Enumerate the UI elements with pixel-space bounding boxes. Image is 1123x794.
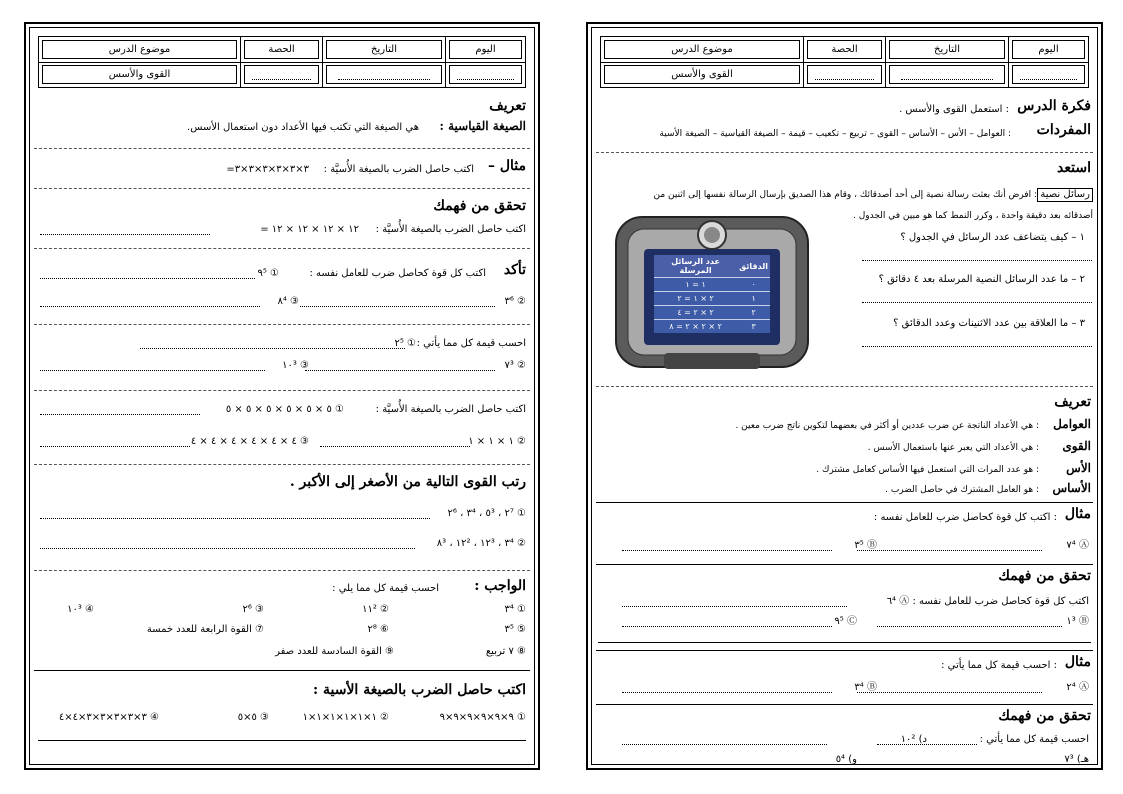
write-item-1: ① ٩×٩×٩×٩×٩×٩ xyxy=(439,712,526,723)
check2-instruction: احسب قيمة كل مما يأتي : xyxy=(979,734,1089,745)
homework-item-3: ③ ٢⁶ xyxy=(242,604,264,615)
homework-item-1: ① ٣⁴ xyxy=(504,604,526,615)
answer-line[interactable] xyxy=(40,306,260,307)
example1-instruction: : اكتب كل قوة كحاصل ضرب للعامل نفسه : xyxy=(873,512,1057,523)
factors-definition: : هي الأعداد الناتجة عن ضرب عددين أو أكثر في بعضهما لتكوين ناتج ضرب معين . xyxy=(735,421,1039,431)
phone-illustration xyxy=(614,213,810,373)
divider xyxy=(34,464,530,465)
answer-line[interactable] xyxy=(857,550,1042,551)
evaluate-item-2: ② ٧³ xyxy=(504,360,526,371)
answer-line[interactable] xyxy=(305,370,495,371)
example2-heading: مثال xyxy=(1064,654,1091,670)
divider xyxy=(596,650,1093,651)
answer-line[interactable] xyxy=(622,692,832,693)
answer-line[interactable] xyxy=(877,744,977,745)
powers-term: القوى xyxy=(1062,439,1091,453)
answer-line[interactable] xyxy=(622,626,832,627)
table-row: ١ ٢ × ١ = ٢ xyxy=(654,292,770,306)
answer-line[interactable] xyxy=(40,278,255,279)
answer-line[interactable] xyxy=(877,764,1062,765)
get-ready-heading: استعد xyxy=(1057,160,1091,176)
divider xyxy=(596,502,1093,503)
lesson-idea-text: : استعمل القوى والأسس . xyxy=(899,104,1009,115)
example1-heading: مثال xyxy=(1064,506,1091,522)
period-blank[interactable] xyxy=(244,65,319,84)
answer-line[interactable] xyxy=(862,302,1092,303)
day-blank[interactable] xyxy=(449,65,522,84)
confirm-item-3: ③ ٨⁴ xyxy=(277,296,299,307)
exponent-item-1: ① ٥ × ٥ × ٥ × ٥ × ٥ × ٥ xyxy=(225,404,344,415)
question-1: ١ – كيف يتضاعف عدد الرسائل في الجدول ؟ xyxy=(900,232,1085,243)
homework-item-5: ⑤ ٣⁵ xyxy=(504,624,526,635)
confirm-heading: تأكد xyxy=(503,262,526,278)
evaluate-item-1: ① ٢⁵ xyxy=(394,338,416,349)
write-item-4: ④ ٣×٣×٣×٣×٣×٤×٤ xyxy=(58,712,159,723)
right-page-inner-border xyxy=(591,27,1098,765)
exponent-instruction: اكتب حاصل الضرب بالصيغة الأُسيَّة : xyxy=(375,404,526,415)
answer-line[interactable] xyxy=(862,346,1092,347)
write-item-3: ③ ٥×٥ xyxy=(237,712,269,723)
table-row: ٢ ٢ × ٢ = ٤ xyxy=(654,306,770,320)
divider xyxy=(34,248,530,249)
homework-heading: الواجب : xyxy=(474,578,526,594)
evaluate-item-3: ③ ١٠³ xyxy=(282,360,309,371)
day-blank[interactable] xyxy=(1012,65,1085,84)
answer-line[interactable] xyxy=(622,764,832,765)
divider xyxy=(34,188,530,189)
table-header-minutes: الدقائق xyxy=(737,255,770,278)
answer-line[interactable] xyxy=(300,306,495,307)
homework-item-6: ⑥ ٢⁸ xyxy=(367,624,389,635)
powers-definition: : هي الأعداد التي يعبر عنها باستعمال الأسس . xyxy=(867,443,1039,453)
confirm-instruction: اكتب كل قوة كحاصل ضرب للعامل نفسه : xyxy=(309,268,486,279)
check2-item-h: هـ) ٧³ xyxy=(1064,754,1089,765)
standard-form-term: الصيغة القياسية : xyxy=(439,119,526,133)
table-row: ٠ ١ = ١ xyxy=(654,278,770,292)
exponent-term: الأس xyxy=(1066,461,1091,475)
right-worksheet-page xyxy=(586,22,1103,770)
check-understanding-heading: تحقق من فهمك xyxy=(433,198,526,214)
definition-heading: تعريف xyxy=(489,98,526,114)
example-heading: مثال – xyxy=(487,158,526,174)
date-blank[interactable] xyxy=(889,65,1005,84)
ordering-heading: رتب القوى التالية من الأصغر إلى الأكبر . xyxy=(289,474,526,490)
divider xyxy=(596,564,1093,565)
answer-line[interactable] xyxy=(877,626,1062,627)
divider xyxy=(34,570,530,571)
write-exponent-heading: اكتب حاصل الضرب بالصيغة الأسية : xyxy=(312,682,526,698)
period-blank[interactable] xyxy=(807,65,882,84)
text-messages-box: رسائل نصية xyxy=(1037,188,1093,202)
check-instruction: اكتب حاصل الضرب بالصيغة الأُسيَّة : xyxy=(375,224,526,235)
factors-term: العوامل xyxy=(1053,417,1091,431)
definition-heading: تعريف xyxy=(1054,394,1091,410)
left-page-inner-border xyxy=(29,27,535,765)
left-header-table xyxy=(38,36,526,88)
table-header-messages: عدد الرسائل المرسلة xyxy=(654,255,737,278)
answer-line[interactable] xyxy=(862,260,1092,261)
divider xyxy=(596,386,1093,387)
table-row: ٣ ٢ × ٢ × ٢ = ٨ xyxy=(654,320,770,334)
example2-item-b: Ⓑ ٣⁴ xyxy=(854,682,877,693)
get-ready-text-line2: أصدقائه بعد دقيقة واحدة ، وكرر النمط كما هو مبين في الجدول . xyxy=(852,211,1093,221)
ordering-item-1: ① ٢⁷ ، ٥³ ، ٣⁴ ، ٢⁶ xyxy=(447,508,526,519)
lesson-idea-heading: فكرة الدرس xyxy=(1017,98,1091,114)
confirm-item-1: ① ٩⁵ xyxy=(257,268,279,279)
divider xyxy=(34,390,530,391)
left-worksheet-page xyxy=(24,22,540,770)
homework-item-8: ⑧ ٧ تربيع xyxy=(485,646,526,657)
write-item-2: ② ١×١×١×١×١×١ xyxy=(302,712,389,723)
check2-heading: تحقق من فهمك xyxy=(998,708,1091,724)
date-label: التاريخ xyxy=(889,40,1005,59)
check1-heading: تحقق من فهمك xyxy=(998,568,1091,584)
answer-line[interactable] xyxy=(622,744,827,745)
lesson-title: القوى والأسس xyxy=(604,65,800,84)
answer-line[interactable] xyxy=(40,234,210,235)
check2-item-d: د) ١٠² xyxy=(900,734,927,745)
exponent-item-3: ③ ٤ × ٤ × ٤ × ٤ × ٤ × ٤ xyxy=(190,436,309,447)
check1-instruction: اكتب كل قوة كحاصل ضرب للعامل نفسه : Ⓐ ٦⁴ xyxy=(886,596,1089,607)
answer-line[interactable] xyxy=(38,740,526,741)
day-label: اليوم xyxy=(449,40,522,59)
divider xyxy=(596,152,1093,153)
example-expression: ٣×٣×٣×٣×٣×٣= xyxy=(226,164,309,175)
exponent-item-2: ② ١ × ١ × ١ xyxy=(468,436,526,447)
answer-line[interactable] xyxy=(40,446,190,447)
answer-line[interactable] xyxy=(622,606,847,607)
answer-line[interactable] xyxy=(140,348,405,349)
answer-line[interactable] xyxy=(320,446,470,447)
evaluate-instruction: احسب قيمة كل مما يأتي : xyxy=(416,338,526,349)
day-label: اليوم xyxy=(1012,40,1085,59)
homework-item-7: ⑦ القوة الرابعة للعدد خمسة xyxy=(146,624,264,635)
base-definition: : هو العامل المشترك في حاصل الضرب . xyxy=(885,485,1039,495)
answer-line[interactable] xyxy=(598,642,1091,643)
answer-line[interactable] xyxy=(40,518,430,519)
divider xyxy=(34,670,530,671)
confirm-item-2: ② ٣⁶ xyxy=(504,296,526,307)
answer-line[interactable] xyxy=(622,550,832,551)
divider xyxy=(34,324,530,325)
date-label: التاريخ xyxy=(326,40,442,59)
subject-label: موضوع الدرس xyxy=(42,40,237,59)
exponent-definition: : هو عدد المرات التي استعمل فيها الأساس كعامل مشترك . xyxy=(816,465,1039,475)
question-3: ٣ – ما العلاقة بين عدد الاثنينات وعدد الدقائق ؟ xyxy=(893,318,1085,329)
example1-item-b: Ⓑ ٣⁵ xyxy=(854,540,877,551)
divider xyxy=(596,704,1093,705)
check1-item-b: Ⓑ ١³ xyxy=(1066,616,1089,627)
example2-item-a: Ⓐ ٢⁴ xyxy=(1066,682,1089,693)
answer-line[interactable] xyxy=(40,548,415,549)
subject-label: موضوع الدرس xyxy=(604,40,800,59)
date-blank[interactable] xyxy=(326,65,442,84)
check1-item-c: Ⓒ ٩⁵ xyxy=(834,616,857,627)
vocabulary-heading: المفردات xyxy=(1036,122,1091,138)
homework-item-4: ④ ١٠³ xyxy=(67,604,94,615)
homework-item-9: ⑨ القوة السادسة للعدد صفر xyxy=(275,646,394,657)
homework-instruction: احسب قيمة كل مما يلي : xyxy=(332,583,439,594)
vocabulary-text: : العوامل – الأس – الأساس – القوى – تربيع – تكعيب – قيمة – الصيغة القياسية – الصيغة الأسية xyxy=(659,129,1011,139)
answer-line[interactable] xyxy=(40,414,200,415)
right-header-table xyxy=(600,36,1089,88)
divider xyxy=(34,148,530,149)
homework-item-2: ② ١١² xyxy=(362,604,389,615)
check2-item-w: و) ٥⁴ xyxy=(835,754,857,765)
lesson-title: القوى والأسس xyxy=(42,65,237,84)
answer-line[interactable] xyxy=(857,692,1042,693)
example2-instruction: : احسب قيمة كل مما يأتي : xyxy=(941,660,1057,671)
period-label: الحصة xyxy=(807,40,882,59)
period-label: الحصة xyxy=(244,40,319,59)
question-2: ٢ – ما عدد الرسائل النصية المرسلة بعد ٤ دقائق ؟ xyxy=(878,274,1085,285)
example-instruction: اكتب حاصل الضرب بالصيغة الأُسيَّة : xyxy=(323,164,474,175)
get-ready-text-line1: : افرض أنك بعثت رسالة نصية إلى أحد أصدقائك ، وقام هذا الصديق بإرسال الرسالة نفسها إلى اثنين من xyxy=(653,190,1037,200)
example1-item-a: Ⓐ ٧⁴ xyxy=(1066,540,1089,551)
ordering-item-2: ② ٣⁴ ، ١٢³ ، ١٢² ، ٨³ xyxy=(436,538,526,549)
base-term: الأساس xyxy=(1052,481,1091,495)
messages-table xyxy=(654,255,770,333)
answer-line[interactable] xyxy=(40,370,265,371)
standard-form-definition: هي الصيغة التي تكتب فيها الأعداد دون استعمال الأسس. xyxy=(187,122,419,133)
check-expression: ١٢ × ١٢ × ١٢ × ١٢ = xyxy=(260,224,359,235)
